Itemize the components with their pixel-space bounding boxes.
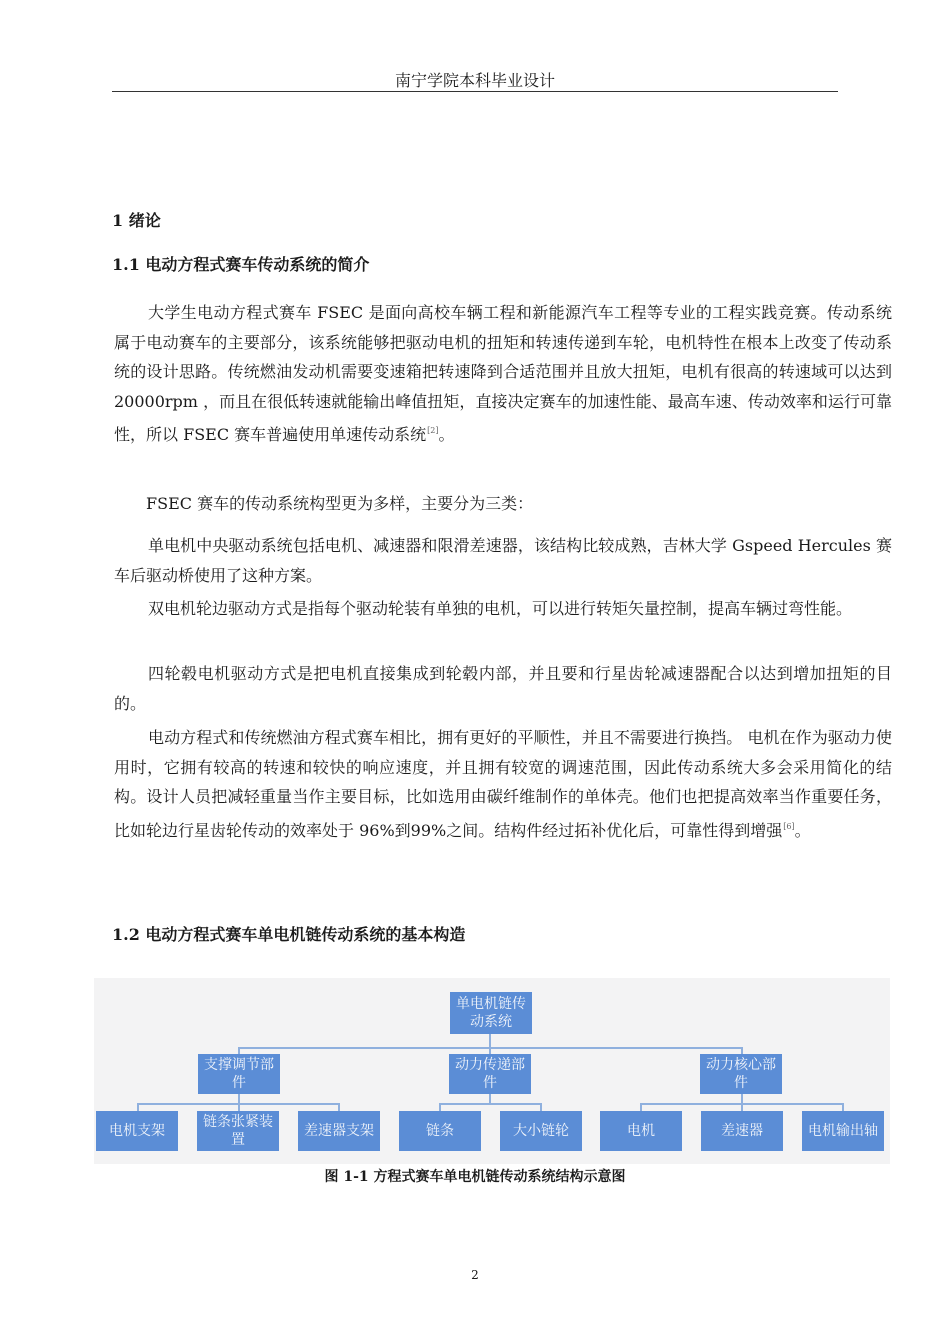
- diagram-group-node-3: 动力核心部件: [700, 1054, 782, 1094]
- diagram-group-node-2: 动力传递部件: [449, 1054, 531, 1094]
- paragraph-1: [114, 298, 892, 450]
- connector-child-2-2: [540, 1103, 542, 1111]
- page-number: 2: [471, 1268, 479, 1282]
- paragraph-6-text: 电动方程式和传统燃油方程式赛车相比，拥有更好的平顺性，并且不需要进行换挡。 电机在作为驱动力使用时，它拥有较高的转速和较快的响应速度，并且拥有较宽的调速范围，因此传动系统大多会采用简化的结构。设计人员把减轻重量当作主要目标，比如选用由碳纤维制作的单体壳。他们也把提高效率当作重要任务，比如轮边行星齿轮传动的效率处于 96%到99%之间。结构件经过拓补优化后，可靠性得到增强: [114, 728, 892, 840]
- diagram-root-node: 单电机链传动系统: [450, 992, 532, 1034]
- diagram-leaf-node: 链条张紧装置: [197, 1111, 279, 1151]
- paragraph-1-text: 大学生电动方程式赛车 FSEC 是面向高校车辆工程和新能源汽车工程等专业的工程实践竞赛。传动系统属于电动赛车的主要部分，该系统能够把驱动电机的扭矩和转速传递到车轮，电机特性在根本上改变了传动系统的设计思路。传统燃油发动机需要变速箱把转速降到合适范围并且放大扭矩，电机有很高的转速域可以达到 20000rpm ，而且在很低转速就能输出峰值扭矩，直接决定赛车的加速性能、最高车速、传动效率和运行可靠性，所以 FSEC 赛车普遍使用单速传动系统: [114, 303, 892, 444]
- paragraph-4: 双电机轮边驱动方式是指每个驱动轮装有单独的电机，可以进行转矩矢量控制，提高车辆过弯性能。: [148, 599, 853, 618]
- citation-6: [6]: [783, 821, 795, 831]
- diagram-leaf-node: 电机: [600, 1111, 682, 1151]
- header-divider: [112, 91, 838, 92]
- section-heading-1-2: 1.2 电动方程式赛车单电机链传动系统的基本构造: [112, 925, 466, 944]
- running-header: 南宁学院本科毕业设计: [394, 71, 555, 90]
- structure-diagram: [94, 978, 890, 1164]
- connector-child-3-2: [741, 1103, 743, 1111]
- diagram-leaf-node: 链条: [399, 1111, 481, 1151]
- diagram-leaf-node: 电机输出轴: [802, 1111, 884, 1151]
- connector-root: [489, 1034, 491, 1048]
- connector-child-3-3: [842, 1103, 844, 1111]
- section-heading-1: 1 绪论: [112, 211, 161, 230]
- connector-child-1-2: [238, 1103, 240, 1111]
- paragraph-5: 四轮毂电机驱动方式是把电机直接集成到轮毂内部，并且要和行星齿轮减速器配合以达到增加扭矩的目的。: [114, 664, 892, 713]
- paragraph-6: [114, 723, 892, 845]
- diagram-leaf-node: 差速器支架: [298, 1111, 380, 1151]
- section-heading-1-1: 1.1 电动方程式赛车传动系统的简介: [112, 255, 370, 274]
- connector-child-3-1: [640, 1103, 642, 1111]
- paragraph-3: 单电机中央驱动系统包括电机、减速器和限滑差速器，该结构比较成熟，吉林大学 Gspeed Hercules 赛车后驱动桥使用了这种方案。: [114, 536, 892, 585]
- connector-child-1-3: [338, 1103, 340, 1111]
- paragraph-2: FSEC 赛车的传动系统构型更为多样，主要分为三类：: [146, 494, 534, 513]
- paragraph-1-end: 。: [438, 425, 455, 444]
- connector-group-2-bar: [439, 1103, 541, 1105]
- connector-child-2-1: [439, 1103, 441, 1111]
- diagram-leaf-node: 电机支架: [96, 1111, 178, 1151]
- paragraph-6-end: 。: [794, 820, 811, 840]
- citation-2: [2]: [427, 426, 439, 435]
- figure-caption: 图 1-1 方程式赛车单电机链传动系统结构示意图: [324, 1169, 626, 1185]
- diagram-leaf-node: 大小链轮: [500, 1111, 582, 1151]
- diagram-leaf-node: 差速器: [701, 1111, 783, 1151]
- connector-child-1-1: [137, 1103, 139, 1111]
- diagram-group-node-1: 支撑调节部件: [198, 1054, 280, 1094]
